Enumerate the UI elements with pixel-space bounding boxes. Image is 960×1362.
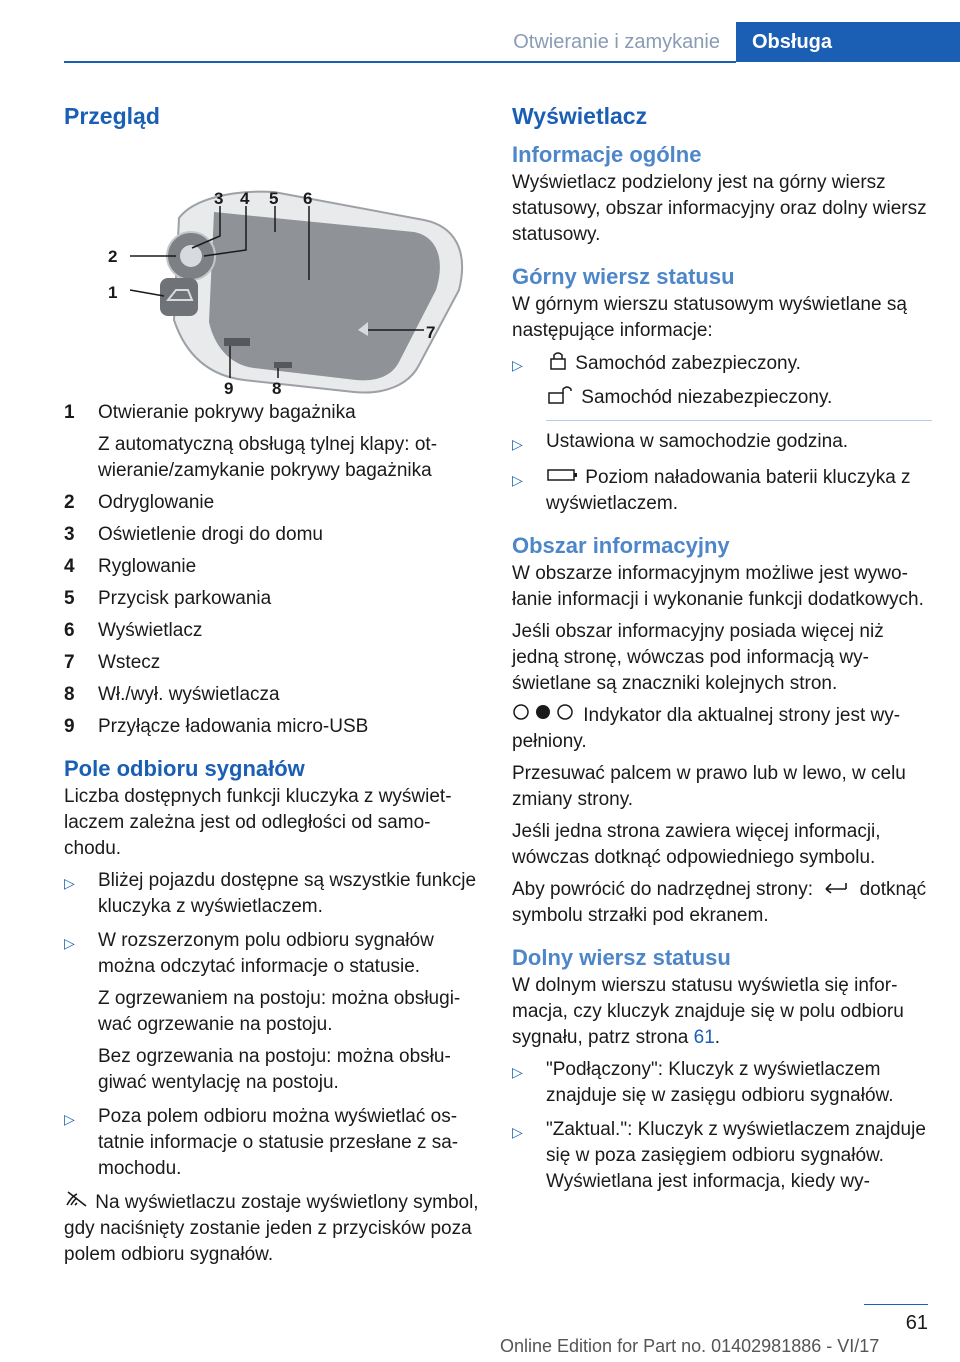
- upper-status-heading: Górny wiersz statusu: [512, 264, 735, 289]
- page-reference-link[interactable]: 61: [693, 1027, 715, 1049]
- info-area-p4: Przesuwać palcem w prawo lub w lewo, w celu zmiany strony.: [512, 763, 906, 811]
- lower-status-bullets: [512, 1057, 932, 1195]
- lower-status-intro: W dolnym wierszu statusu wyświetla się informacja, czy kluczyk znajduje się w polu odbioru sygnału, patrz strona 61.: [512, 975, 904, 1049]
- list-item: 2 Odryglowanie: [64, 492, 215, 513]
- info-area-heading: Obszar informacyjny: [512, 533, 730, 559]
- battery-icon: [546, 465, 580, 491]
- triangle-bullet-icon: ▷: [512, 472, 523, 488]
- triangle-bullet-icon: ▷: [512, 357, 523, 373]
- list-item: 9 Przyłącze ładowania micro-USB: [64, 716, 369, 737]
- figure-number-1: 1: [108, 283, 118, 302]
- info-area-p3: Indykator dla aktualnej strony jest wypełniony.: [512, 703, 932, 755]
- info-area-p5: Jeśli jedna strona zawiera więcej informacji, wówczas dotknąć odpowiedniego symbolu.: [512, 821, 881, 869]
- info-area-p6: Aby powrócić do nadrzędnej strony: dotknąć symbolu strzałki pod ekranem.: [512, 877, 932, 929]
- list-item: 6 Wyświetlacz: [64, 620, 203, 641]
- list-item: 7 Wstecz: [64, 652, 161, 673]
- header-rule: [64, 61, 736, 63]
- header-chapter: Obsługa: [736, 22, 960, 62]
- left-column: [64, 100, 480, 1274]
- page-number: 61: [905, 1312, 928, 1334]
- lock-open-icon: [546, 384, 576, 412]
- overview-heading: Przegląd: [64, 103, 160, 129]
- general-info-text: Wyświetlacz podzielony jest na górny wiersz statusowy, obszar informacyjny oraz dolny wiersz statusowy.: [512, 172, 927, 245]
- footer-edition: Online Edition for Part no. 01402981886 - VI/17: [500, 1336, 880, 1356]
- triangle-bullet-icon: ▷: [64, 935, 75, 951]
- list-item: 8 Wł./wył. wyświetlacza: [64, 684, 280, 705]
- figure-number-5: 5: [269, 189, 279, 208]
- triangle-bullet-icon: ▷: [512, 1124, 523, 1141]
- no-signal-icon: [64, 1190, 90, 1216]
- display-key-illustration: [64, 140, 480, 400]
- info-area-p1: W obszarze informacyjnym możliwe jest wywołanie informacji i wykonanie funkcji dodatkowych.: [512, 563, 924, 611]
- signal-bullets: [64, 868, 480, 1182]
- list-item: 4 Ryglowanie: [64, 556, 197, 577]
- key-figure: [64, 140, 480, 400]
- triangle-bullet-icon: ▷: [64, 875, 75, 891]
- signal-field-heading: Pole odbioru sygnałów: [64, 756, 305, 781]
- list-item: ▷ Poziom naładowania baterii kluczyka z wyświetlaczem.: [512, 465, 932, 517]
- list-item: 5 Przycisk parkowania: [64, 588, 272, 609]
- info-area-p2: Jeśli obszar informacyjny posiada więcej niż jedną stronę, wówczas pod informacją wyświetlane są znaczniki kolejnych stron.: [512, 621, 884, 695]
- figure-number-4: 4: [240, 189, 250, 208]
- list-item-sub: Z automatyczną obsługą tylnej klapy: otwieranie/zamykanie pokrywy bagażnika: [98, 434, 438, 481]
- list-item: 1 Otwieranie pokrywy bagażnika Z automatyczną obsługą tylnej klapy: otwieranie/zamykanie pokrywy bagażnika: [64, 400, 480, 484]
- list-item: ▷ Samochód zabezpieczony. Samochód niezabezpieczony.: [512, 350, 932, 421]
- page-number-rule: [864, 1304, 928, 1305]
- list-item: ▷ Ustawiona w samochodzie godzina.: [512, 429, 932, 457]
- list-item: ▷ Bliżej pojazdu dostępne są wszystkie funkcje kluczyka z wyświetlaczem.: [64, 868, 480, 920]
- list-item: ▷ "Podłączony": Kluczyk z wyświetlaczem znajduje się w zasięgu odbioru sygnałów.: [512, 1057, 932, 1109]
- figure-number-6: 6: [303, 189, 313, 208]
- back-arrow-icon: [818, 877, 854, 903]
- header-section: Otwieranie i zamykanie: [480, 22, 736, 62]
- list-item: ▷ W rozszerzonym polu odbioru sygnałów można odczytać informacje o statusie. Z ogrzewaniem na postoju: można obsługiwać ogrzewanie na postoju. Bez ogrzewania na postoju: można obsługiwać wentylację na postoju.: [64, 928, 480, 1096]
- figure-number-9: 9: [224, 379, 234, 398]
- triangle-bullet-icon: ▷: [512, 1064, 523, 1081]
- upper-status-intro: W górnym wierszu statusowym wyświetlane są następujące informacje:: [512, 294, 907, 341]
- lower-status-heading: Dolny wiersz statusu: [512, 945, 731, 971]
- right-column: [512, 100, 932, 1203]
- figure-number-3: 3: [214, 189, 224, 208]
- signal-note: Na wyświetlaczu zostaje wyświetlony symbol, gdy naciśnięty zostanie jeden z przycisków poza polem odbioru sygnałów.: [64, 1190, 480, 1268]
- list-item: 3 Oświetlenie drogi do domu: [64, 524, 323, 545]
- overview-list: [64, 400, 480, 740]
- general-info-heading: Informacje ogólne: [512, 142, 702, 167]
- triangle-bullet-icon: ▷: [512, 436, 523, 452]
- figure-number-7: 7: [426, 323, 436, 342]
- page-indicator-icon: [512, 703, 578, 729]
- list-item: ▷ Poza polem odbioru można wyświetlać ostatnie informacje o statusie przesłane z samochodu.: [64, 1104, 480, 1182]
- triangle-bullet-icon: ▷: [64, 1111, 75, 1127]
- figure-number-2: 2: [108, 247, 118, 266]
- list-item: ▷ "Zaktual.": Kluczyk z wyświetlaczem znajduje się w poza zasięgiem odbioru sygnałów. Wyświetlana jest informacja, kiedy wy-: [512, 1117, 932, 1195]
- signal-intro: Liczba dostępnych funkcji kluczyka z wyświetlaczem zależna jest od odległości od samochodu.: [64, 786, 452, 859]
- upper-status-bullets: [512, 350, 932, 517]
- figure-number-8: 8: [272, 379, 282, 398]
- lock-closed-icon: [546, 350, 570, 378]
- display-heading: Wyświetlacz: [512, 103, 648, 129]
